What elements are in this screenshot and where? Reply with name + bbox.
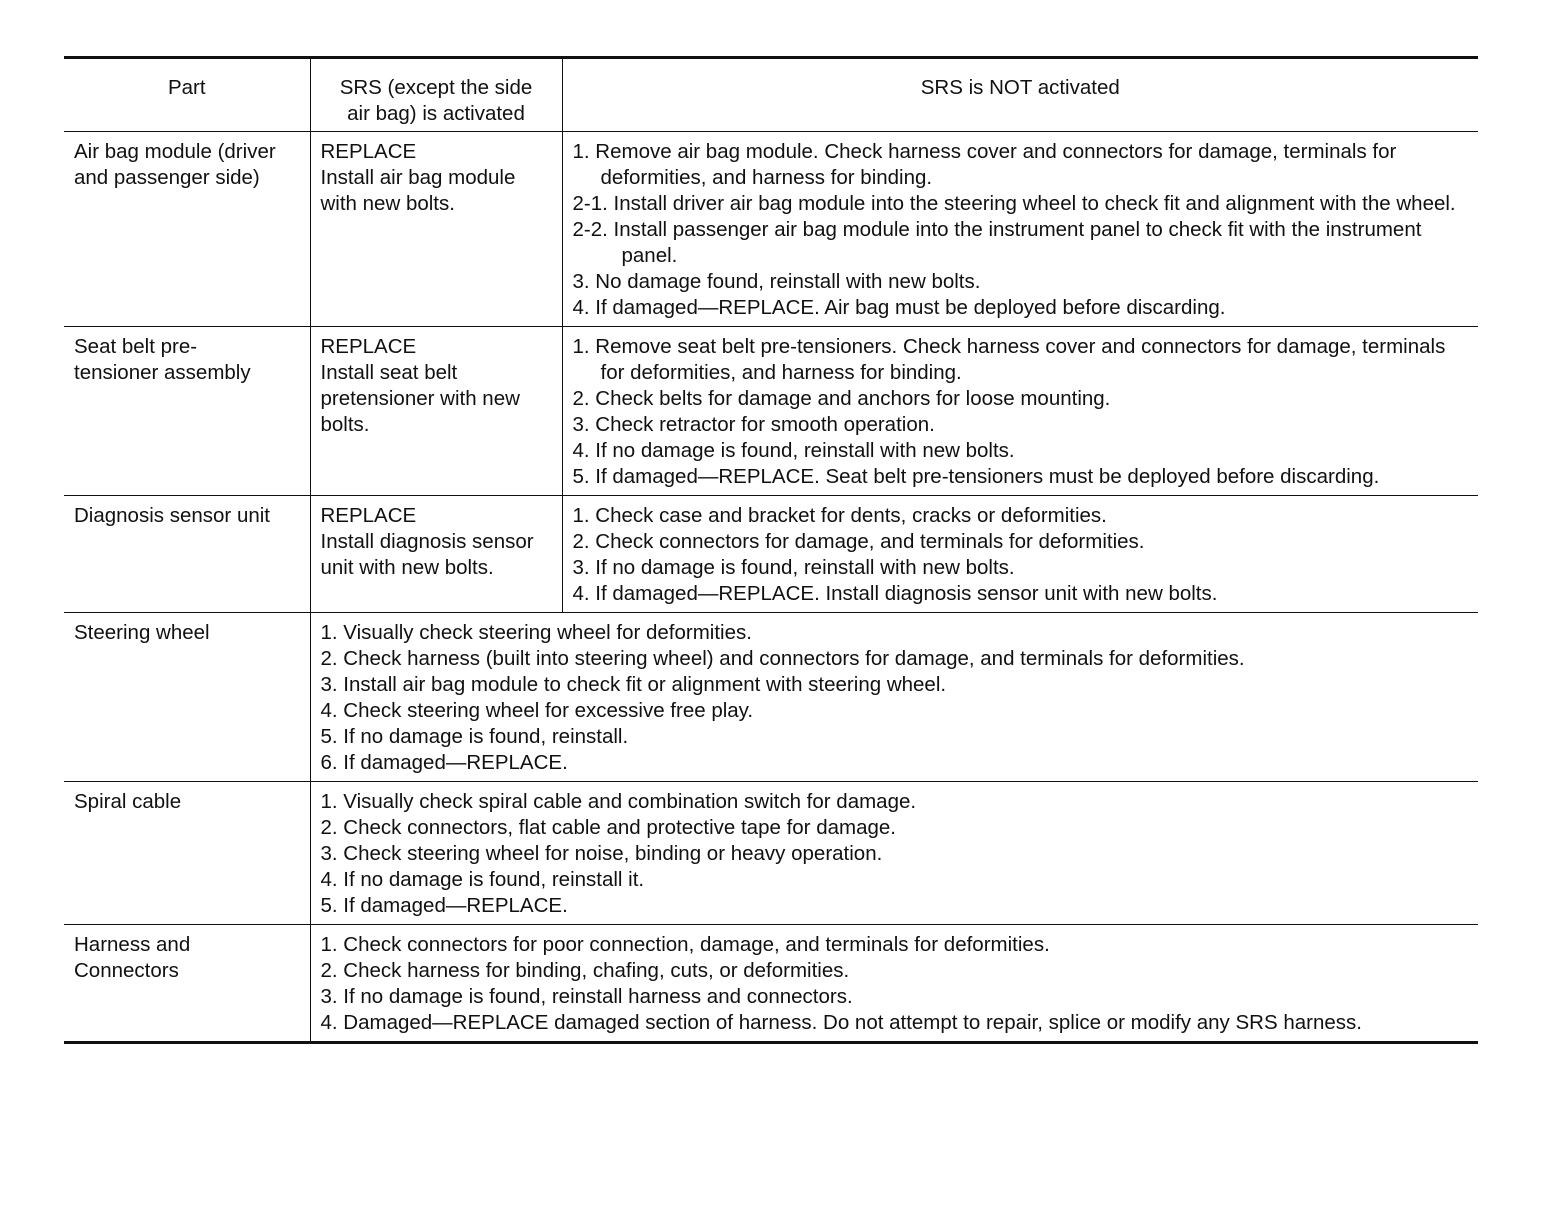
header-part: Part: [64, 58, 310, 132]
step-item: 4. If no damage is found, reinstall it.: [320, 868, 645, 891]
step-item: 3. If no damage is found, reinstall harness and connectors.: [320, 985, 853, 1008]
part-cell: Steering wheel: [64, 613, 310, 782]
step-item: 3. If no damage is found, reinstall with new bolts.: [572, 556, 1015, 579]
step-item: 2. Check harness (built into steering wheel) and connectors for damage, and terminals for deformities.: [320, 647, 1245, 670]
part-cell: Spiral cable: [64, 782, 310, 925]
part-cell: Seat belt pre-tensioner assembly: [64, 327, 310, 496]
step-item: 3. Check retractor for smooth operation.: [572, 413, 935, 436]
part-cell: Air bag module (driver and passenger side): [64, 132, 310, 327]
activated-cell: [310, 327, 562, 496]
activated-note: Install seat belt pretensioner with new bolts.: [320, 361, 520, 436]
step-item: 3. Install air bag module to check fit or alignment with steering wheel.: [320, 673, 947, 696]
inspection-cell: [310, 613, 1478, 782]
activated-note: Install air bag module with new bolts.: [320, 166, 516, 215]
not-activated-cell: [562, 496, 1478, 613]
activated-cell: [310, 132, 562, 327]
table-row: [64, 925, 1478, 1043]
step-item: 2-2. Install passenger air bag module into the instrument panel to check fit with the instrument panel.: [572, 218, 1422, 267]
step-item: 2. Check connectors, flat cable and protective tape for damage.: [320, 816, 896, 839]
step-item: 1. Check connectors for poor connection, damage, and terminals for deformities.: [320, 933, 1050, 956]
not-activated-cell: [562, 327, 1478, 496]
replace-label: REPLACE: [320, 140, 417, 163]
step-item: 4. If damaged—REPLACE. Install diagnosis sensor unit with new bolts.: [572, 582, 1218, 605]
header-not-activated: SRS is NOT activated: [562, 58, 1478, 132]
step-item: 2-1. Install driver air bag module into the steering wheel to check fit and alignment with the wheel.: [572, 192, 1456, 215]
table-row: [64, 327, 1478, 496]
part-cell: Harness and Connectors: [64, 925, 310, 1043]
step-item: 2. Check belts for damage and anchors for loose mounting.: [572, 387, 1111, 410]
table-row: [64, 782, 1478, 925]
step-item: 3. Check steering wheel for noise, binding or heavy operation.: [320, 842, 883, 865]
step-item: 1. Remove seat belt pre-tensioners. Check harness cover and connectors for damage, terminals for deformities, and harness for binding.: [572, 335, 1446, 384]
step-item: 5. If damaged—REPLACE.: [320, 894, 568, 917]
step-item: 4. Check steering wheel for excessive free play.: [320, 699, 754, 722]
step-item: 5. If no damage is found, reinstall.: [320, 725, 629, 748]
step-item: 2. Check connectors for damage, and terminals for deformities.: [572, 530, 1145, 553]
part-cell: Diagnosis sensor unit: [64, 496, 310, 613]
step-item: 2. Check harness for binding, chafing, cuts, or deformities.: [320, 959, 850, 982]
table-row: [64, 496, 1478, 613]
step-item: 5. If damaged—REPLACE. Seat belt pre-tensioners must be deployed before discarding.: [572, 465, 1380, 488]
activated-note: Install diagnosis sensor unit with new bolts.: [320, 530, 534, 579]
srs-inspection-table: [64, 56, 1478, 1044]
not-activated-cell: [562, 132, 1478, 327]
step-item: 1. Remove air bag module. Check harness cover and connectors for damage, terminals for deformities, and harness for binding.: [572, 140, 1397, 189]
step-item: 1. Visually check steering wheel for deformities.: [320, 621, 752, 644]
header-row: [64, 58, 1478, 132]
step-item: 1. Visually check spiral cable and combination switch for damage.: [320, 790, 917, 813]
inspection-cell: [310, 925, 1478, 1043]
table-row: [64, 132, 1478, 327]
replace-label: REPLACE: [320, 504, 417, 527]
step-item: 3. No damage found, reinstall with new bolts.: [572, 270, 981, 293]
step-item: 4. If damaged—REPLACE. Air bag must be deployed before discarding.: [572, 296, 1226, 319]
step-item: 6. If damaged—REPLACE.: [320, 751, 568, 774]
activated-cell: [310, 496, 562, 613]
replace-label: REPLACE: [320, 335, 417, 358]
step-item: 1. Check case and bracket for dents, cracks or deformities.: [572, 504, 1107, 527]
step-item: 4. If no damage is found, reinstall with new bolts.: [572, 439, 1015, 462]
table-row: [64, 613, 1478, 782]
inspection-cell: [310, 782, 1478, 925]
header-activated: SRS (except the side air bag) is activated: [310, 58, 562, 132]
step-item: 4. Damaged—REPLACE damaged section of harness. Do not attempt to repair, splice or modify any SRS harness.: [320, 1011, 1362, 1034]
